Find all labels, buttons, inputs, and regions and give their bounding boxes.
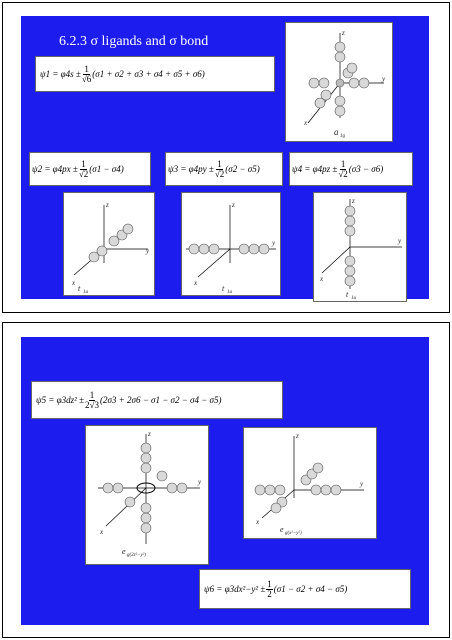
eg-x2y2-orbital-svg <box>244 428 376 538</box>
t1uz-y-label: y <box>398 237 402 245</box>
psi2-lhs: ψ2 = φ4px ± <box>32 164 78 174</box>
t1uy-z-label: z <box>232 201 235 209</box>
psi1-lhs: ψ1 = φ4s ± <box>40 69 81 79</box>
psi1-num: 1 <box>84 63 89 74</box>
a1g-y-label: y <box>382 75 386 83</box>
eg-x2y2-orbital-diagram <box>243 427 377 539</box>
psi1-equation <box>35 56 275 92</box>
t1ux-label: t <box>78 284 81 293</box>
psi6-equation <box>199 569 411 609</box>
t1uz-z-label: z <box>352 197 355 205</box>
t1uz-label: t <box>346 290 349 299</box>
eg-z2-orbital-diagram <box>85 425 209 565</box>
a1g-sub: 1g <box>340 134 345 139</box>
t1ux-x-label: x <box>72 279 76 287</box>
t1uy-label: t <box>222 284 225 293</box>
psi3-den: √2 <box>214 168 225 179</box>
eg-z2-orbital-svg <box>86 426 208 564</box>
psi3-num: 1 <box>217 158 222 169</box>
egz2-x-label: x <box>100 528 104 536</box>
t1uz-x-label: x <box>320 275 324 283</box>
slide-title: 6.2.3 σ ligands and σ bond <box>59 34 209 49</box>
egz2-y-label: y <box>198 478 202 486</box>
psi4-lhs: ψ4 = φ4pz ± <box>292 164 338 174</box>
psi2-num: 1 <box>81 158 86 169</box>
egx2y2-x-label: x <box>256 518 260 526</box>
slide-1-background <box>21 16 429 299</box>
psi5-den: 2√3 <box>85 399 99 410</box>
t1u-y-orbital-diagram <box>181 192 281 296</box>
t1uy-x-label: x <box>194 279 198 287</box>
psi5-fraction <box>85 391 99 410</box>
a1g-x-label: x <box>304 119 308 127</box>
psi4-den: √2 <box>338 168 348 179</box>
slide-2-background <box>21 337 429 625</box>
psi4-equation <box>289 152 413 186</box>
t1u-x-orbital-diagram <box>63 192 155 296</box>
a1g-z-label: z <box>342 29 345 37</box>
psi5-num: 1 <box>89 389 95 400</box>
t1ux-sub: 1u <box>83 290 88 295</box>
psi3-rhs: (σ2 − σ5) <box>225 164 260 174</box>
t1uy-sub: 1u <box>227 290 232 295</box>
psi6-fraction <box>266 580 273 599</box>
psi6-num: 1 <box>267 578 272 589</box>
psi2-fraction <box>79 160 88 179</box>
psi3-lhs: ψ3 = φ4py ± <box>168 164 214 174</box>
t1u-z-orbital-svg <box>314 193 406 301</box>
egx2y2-z-label: z <box>296 432 299 440</box>
t1u-z-orbital-diagram <box>313 192 407 302</box>
egz2-label: e <box>122 547 126 556</box>
a1g-label: a <box>334 127 339 137</box>
psi1-den: √6 <box>81 73 92 84</box>
slide-1 <box>2 2 450 313</box>
t1uy-y-label: y <box>272 239 276 247</box>
psi1-rhs: (σ1 + σ2 + σ3 + σ4 + σ5 + σ6) <box>92 69 205 79</box>
psi6-rhs: (σ1 − σ2 + σ4 − σ5) <box>273 584 348 594</box>
psi2-rhs: (σ1 − σ4) <box>89 164 124 174</box>
slide-2 <box>2 322 450 638</box>
t1ux-z-label: z <box>106 201 109 209</box>
psi2-den: √2 <box>78 168 89 179</box>
t1u-y-orbital-svg <box>182 193 280 295</box>
a1g-orbital-diagram <box>285 22 393 142</box>
a1g-orbital-svg <box>286 23 392 141</box>
t1ux-y-label: y <box>146 247 150 255</box>
psi2-equation <box>29 152 151 186</box>
egx2y2-sub: g(x²−y²) <box>285 531 302 536</box>
psi4-num: 1 <box>340 158 346 169</box>
egz2-z-label: z <box>148 430 151 438</box>
psi5-lhs: ψ5 = φ3dz² ± <box>36 395 85 405</box>
psi6-den: 2 <box>267 588 272 599</box>
egz2-sub: g(2z²−y²) <box>127 553 146 558</box>
psi5-equation <box>31 381 283 419</box>
egx2y2-label: e <box>280 525 284 534</box>
psi1-fraction <box>82 65 91 84</box>
psi3-fraction <box>215 160 224 179</box>
psi3-equation <box>165 152 283 186</box>
egx2y2-y-label: y <box>360 480 364 488</box>
t1u-x-orbital-svg <box>64 193 154 295</box>
psi6-lhs: ψ6 = φ3dx²−y² ± <box>204 584 266 594</box>
psi4-rhs: (σ3 − σ6) <box>348 164 384 174</box>
psi4-fraction <box>338 160 347 179</box>
psi5-rhs: (2σ3 + 2σ6 − σ1 − σ2 − σ4 − σ5) <box>100 395 222 405</box>
t1uz-sub: 1u <box>351 296 356 301</box>
